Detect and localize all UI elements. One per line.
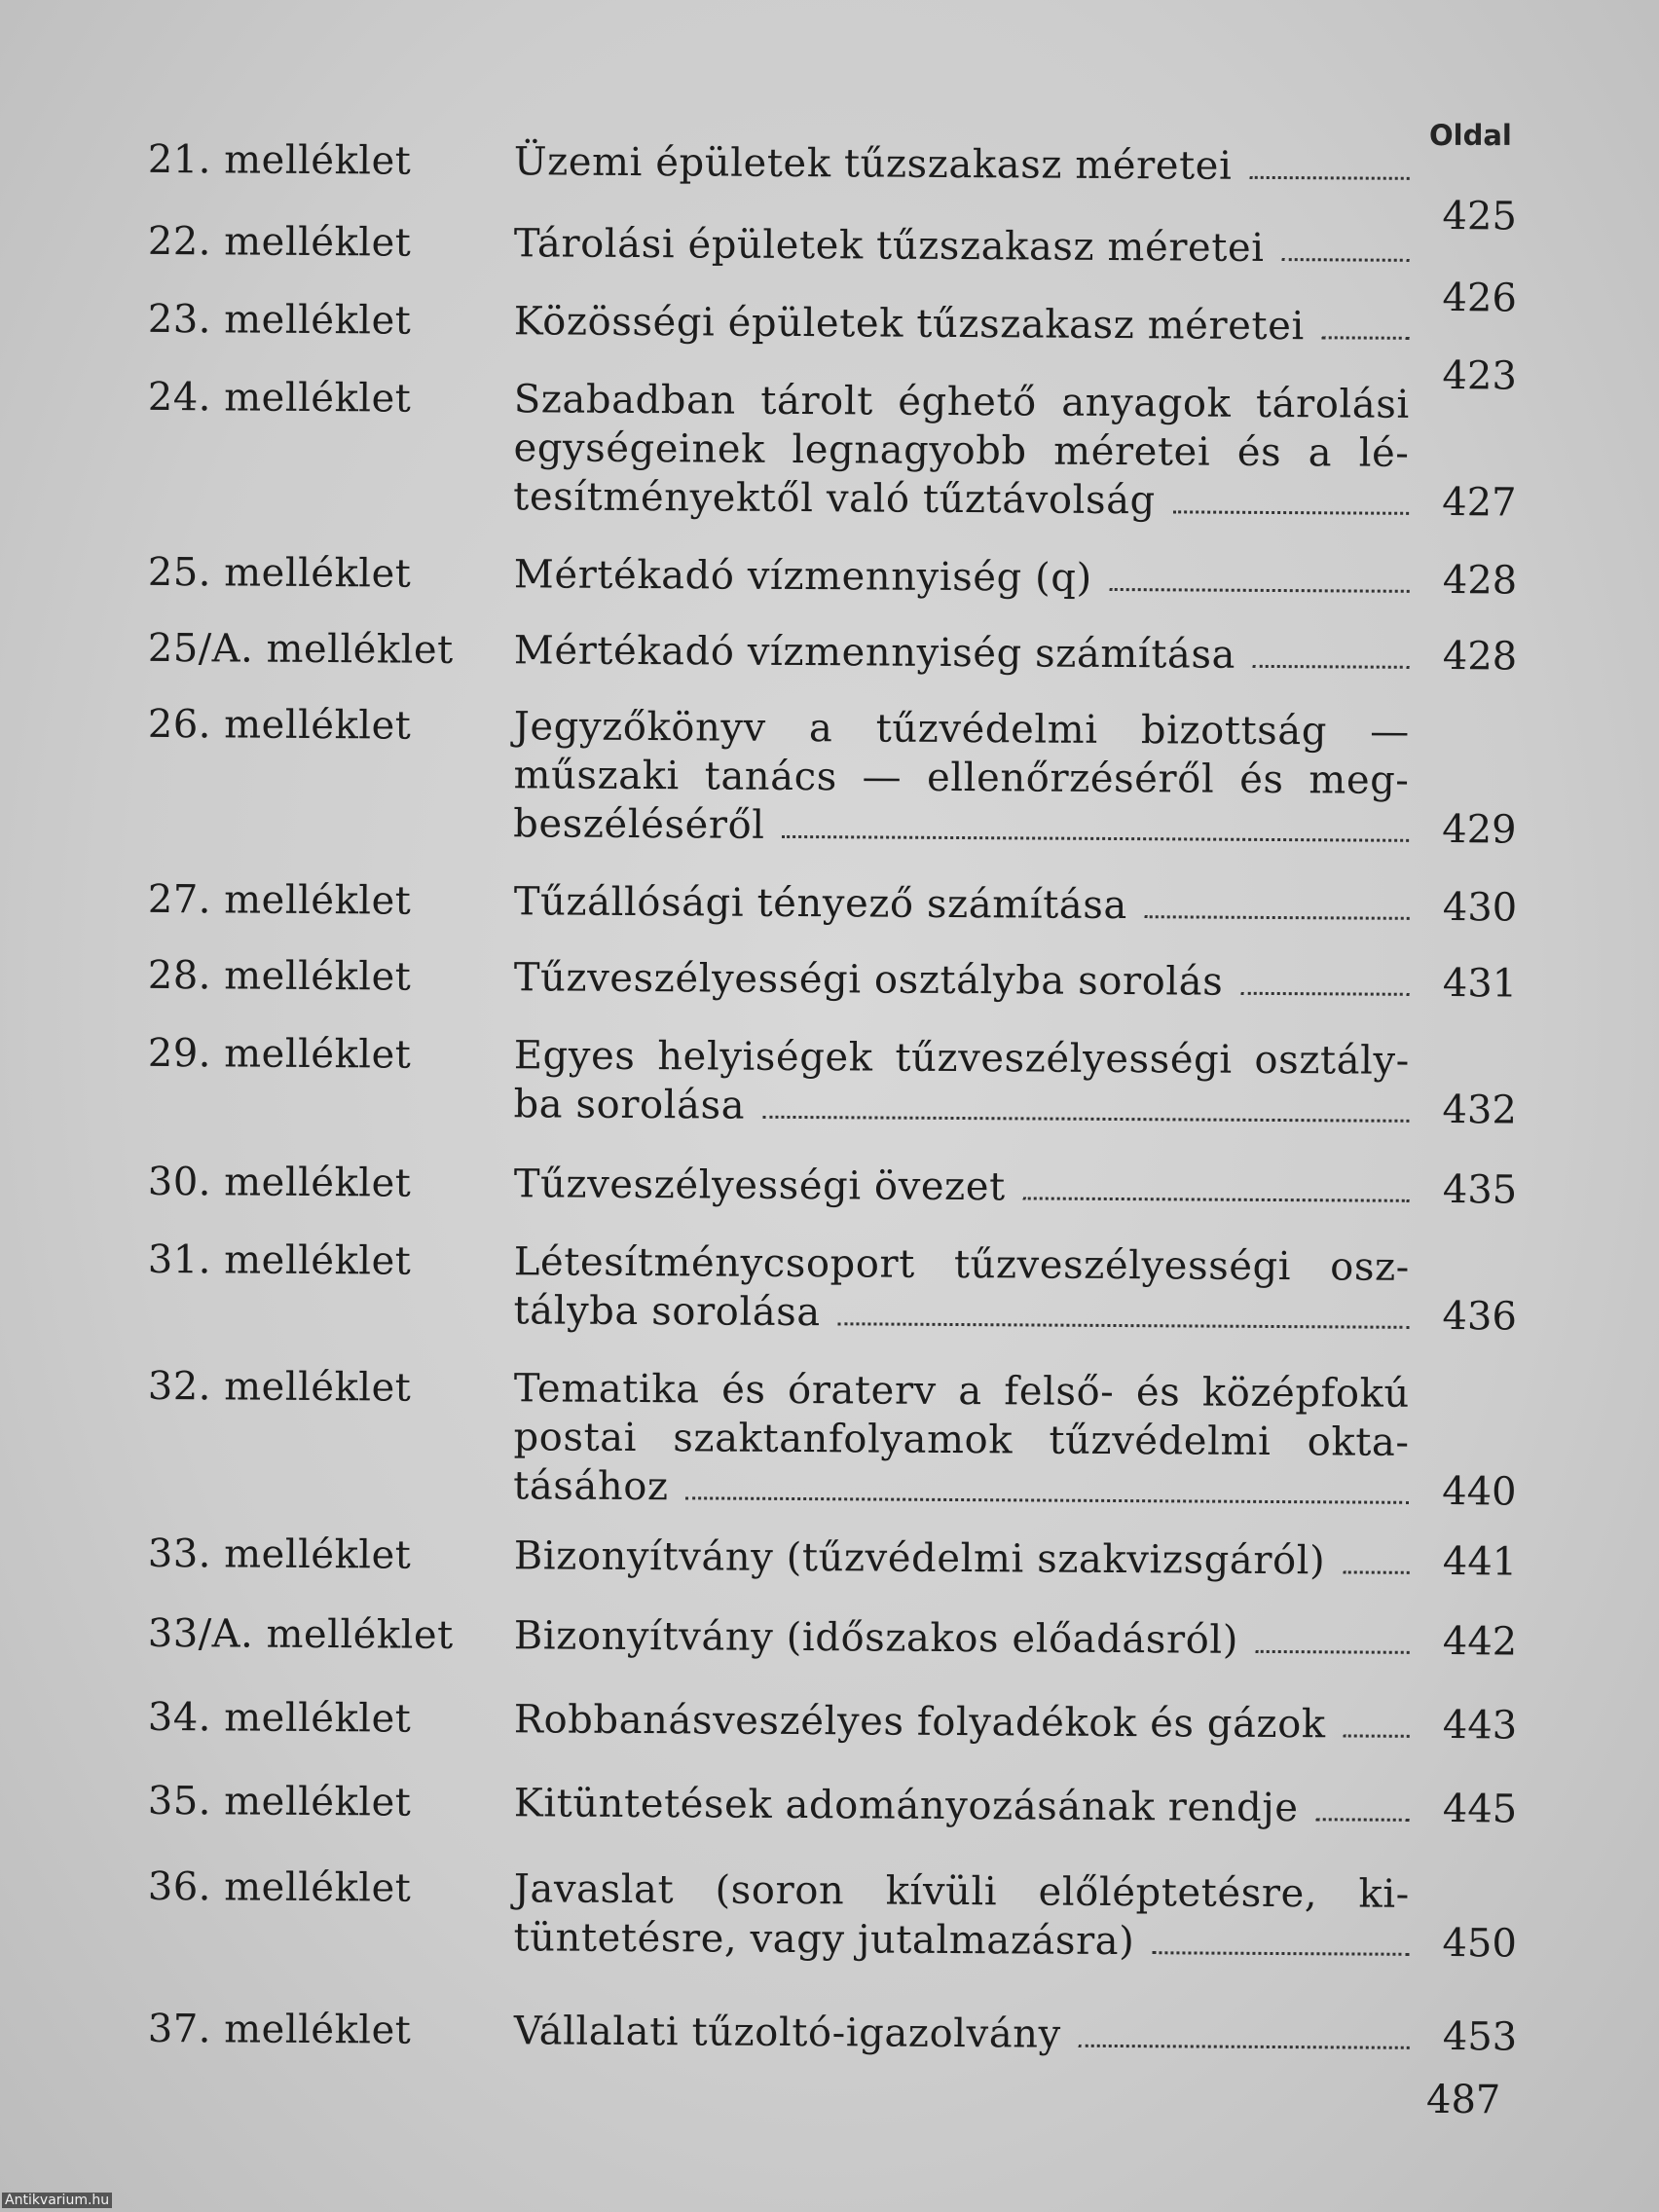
entry-number: 21. melléklet: [147, 136, 412, 184]
entry-title-text: tályba sorolása: [513, 1288, 821, 1336]
entry-title-text: Üzemi épületek tűzszakasz méretei: [513, 139, 1233, 189]
entry-title-text: tesítményektől való tűztávolság: [513, 474, 1156, 524]
entry-title-line: [514, 626, 1410, 681]
entry-title-text: tásához: [513, 1463, 669, 1510]
entry-title-text: műszaki tanács — ellenőrzéséről és meg-: [513, 753, 1410, 803]
entry-title-text: Jegyzőkönyv a tűzvédelmi bizottság —: [513, 704, 1410, 755]
entry-title-line: [514, 1611, 1410, 1666]
toc-entry: [0, 1608, 1659, 1665]
entry-page-number: 428: [1442, 634, 1518, 680]
entry-number: 32. melléklet: [147, 1363, 412, 1411]
entry-title-line: [513, 751, 1409, 805]
entry-number: 31. melléklet: [147, 1236, 412, 1284]
entry-title-text: tüntetésre, vagy jutalmazásra): [513, 1915, 1135, 1965]
toc-entry: [0, 623, 1659, 680]
entry-title: [514, 1611, 1410, 1666]
entry-number: 25. melléklet: [147, 549, 412, 597]
entry-number: 34. melléklet: [147, 1694, 412, 1742]
entry-title-text: postai szaktanfolyamok tűzvédelmi okta-: [513, 1415, 1410, 1465]
entry-title-line: [514, 550, 1410, 605]
entry-page-number: 431: [1442, 961, 1518, 1007]
dot-leader: [1023, 1197, 1410, 1201]
entry-page-number: 443: [1442, 1703, 1518, 1749]
entry-number: 33/A. melléklet: [147, 1610, 454, 1658]
entry-title: [514, 953, 1410, 1008]
dot-leader: [838, 1322, 1410, 1329]
entry-page-number: 441: [1442, 1539, 1518, 1585]
toc-entry: [0, 1862, 1659, 1967]
entry-number: 24. melléklet: [147, 374, 412, 422]
entry-number: 30. melléklet: [147, 1159, 412, 1206]
entry-title-line: [513, 1080, 1409, 1134]
entry-title: [513, 1237, 1410, 1341]
dot-leader: [1079, 2045, 1410, 2049]
entry-title-text: Létesítménycsoport tűzveszélyességi osz-: [513, 1239, 1410, 1290]
entry-title-text: Közösségi épületek tűzszakasz méretei: [513, 299, 1305, 350]
dot-leader: [1316, 1818, 1410, 1822]
page-number: 487: [1426, 2078, 1501, 2122]
entry-title-line: [514, 953, 1410, 1008]
dot-leader: [1282, 258, 1410, 262]
dot-leader: [1343, 1570, 1409, 1573]
entry-number: 23. melléklet: [147, 296, 412, 344]
entry-title-line: [513, 472, 1409, 527]
entry-page-number: 425: [1442, 194, 1518, 240]
entry-title: [513, 1864, 1410, 1968]
entry-title: [514, 1531, 1410, 1586]
dot-leader: [1256, 1650, 1410, 1654]
entry-title-text: Tűzveszélyességi osztályba sorolás: [513, 955, 1224, 1005]
entry-title: [514, 219, 1410, 274]
entry-title-text: Tűzállósági tényező számítása: [513, 879, 1128, 929]
toc-entry: [0, 1235, 1659, 1340]
entry-page-number: 426: [1442, 276, 1518, 321]
entry-title-text: Bizonyítvány (időszakos előadásról): [513, 1613, 1239, 1663]
entry-title: [514, 137, 1410, 192]
entry-title-line: [514, 297, 1410, 351]
entry-title-line: [514, 1864, 1410, 1919]
entry-title: [514, 877, 1410, 932]
entry-title-text: Szabadban tárolt éghető anyagok tárolási: [513, 377, 1410, 427]
entry-title-text: egységeinek legnagyobb méretei és a lé-: [513, 425, 1410, 476]
entry-title-line: [514, 1160, 1410, 1214]
entry-title-text: beszéléséről: [513, 801, 765, 848]
entry-title: [514, 2007, 1410, 2061]
entry-number: 33. melléklet: [147, 1530, 412, 1578]
page-column-label: Oldal: [1429, 119, 1512, 152]
toc-entry: [0, 547, 1659, 604]
entry-title-text: Robbanásveszélyes folyadékok és gázok: [513, 1697, 1326, 1748]
entry-title-line: [513, 1913, 1409, 1968]
entry-page-number: 450: [1442, 1921, 1518, 1967]
entry-title-line: [514, 1031, 1410, 1086]
entry-page-number: 427: [1442, 480, 1517, 526]
toc-entry: [0, 1028, 1659, 1133]
entry-title-line: [514, 1695, 1410, 1750]
entry-title-text: Bizonyítvány (tűzvédelmi szakvizsgáról): [513, 1533, 1326, 1584]
entry-title: [513, 1364, 1410, 1516]
dot-leader: [1110, 588, 1410, 593]
entry-title-line: [513, 424, 1409, 478]
entry-number: 28. melléklet: [147, 952, 412, 1000]
toc-entry: [0, 1776, 1659, 1832]
toc-entry: [0, 1692, 1659, 1749]
entry-title-line: [513, 1286, 1409, 1341]
entry-title-line: [514, 375, 1410, 429]
entry-page-number: 423: [1442, 353, 1518, 399]
entry-page-number: 453: [1442, 2014, 1518, 2060]
dot-leader: [1145, 915, 1410, 920]
entry-title-text: Kitüntetések adományozásának rendje: [513, 1781, 1299, 1831]
entry-page-number: 440: [1442, 1469, 1517, 1515]
entry-number: 35. melléklet: [147, 1778, 412, 1825]
toc-entry: [0, 2004, 1659, 2060]
entry-title: [514, 626, 1410, 681]
entry-number: 36. melléklet: [147, 1863, 412, 1911]
entry-title: [513, 702, 1410, 854]
entry-title-line: [513, 1461, 1409, 1516]
entry-title-line: [514, 702, 1410, 756]
entry-title-line: [514, 877, 1410, 932]
entry-page-number: 432: [1442, 1088, 1518, 1133]
dot-leader: [1173, 510, 1409, 514]
entry-title: [513, 375, 1410, 527]
entry-page-number: 429: [1442, 807, 1517, 853]
entry-title-text: Tűzveszélyességi övezet: [513, 1161, 1006, 1210]
toc-entry: [0, 1529, 1659, 1585]
entry-page-number: 435: [1442, 1167, 1518, 1213]
entry-title: [514, 550, 1410, 605]
entry-title-text: ba sorolása: [513, 1082, 746, 1128]
dot-leader: [1322, 336, 1410, 340]
toc-entry: [0, 1157, 1659, 1213]
entry-page-number: 445: [1442, 1787, 1518, 1832]
entry-title-text: Egyes helyiségek tűzveszélyességi osztály-: [513, 1033, 1410, 1084]
entry-title-text: Mértékadó vízmennyiség számítása: [513, 628, 1236, 678]
entry-page-number: 430: [1442, 885, 1518, 931]
dot-leader: [1152, 1951, 1409, 1956]
entry-page-number: 442: [1442, 1619, 1518, 1665]
entry-page-number: 436: [1442, 1294, 1518, 1340]
dot-leader: [1240, 992, 1409, 996]
entry-number: 22. melléklet: [147, 218, 412, 266]
dot-leader: [1249, 176, 1409, 180]
entry-title-line: [514, 1237, 1410, 1292]
entry-title: [514, 297, 1410, 351]
entry-number: 29. melléklet: [147, 1030, 412, 1078]
dot-leader: [686, 1496, 1410, 1504]
entry-title-text: Vállalati tűzoltó-igazolvány: [513, 2009, 1061, 2057]
dot-leader: [783, 835, 1410, 842]
entry-number: 25/A. melléklet: [147, 625, 454, 673]
dot-leader: [762, 1116, 1409, 1123]
entry-title-text: Tárolási épületek tűzszakasz méretei: [513, 221, 1265, 271]
entry-title-line: [514, 2007, 1410, 2061]
toc-entry: [0, 950, 1659, 1007]
dot-leader: [1253, 665, 1410, 669]
entry-title-line: [514, 1364, 1410, 1419]
entry-title-line: [514, 219, 1410, 274]
entry-title-line: [513, 799, 1409, 854]
entry-number: 37. melléklet: [147, 2006, 412, 2053]
entry-title-text: Javaslat (soron kívüli előléptetésre, ki-: [513, 1866, 1410, 1917]
entry-title: [514, 1160, 1410, 1214]
entry-title-line: [514, 1779, 1410, 1833]
entry-title-text: Tematika és óraterv a felső- és középfokú: [513, 1366, 1410, 1417]
entry-title-line: [514, 1531, 1410, 1586]
entry-title-text: Mértékadó vízmennyiség (q): [513, 552, 1092, 601]
toc-entry: [0, 874, 1659, 931]
entry-title-line: [514, 137, 1410, 192]
entry-title: [514, 1779, 1410, 1833]
dot-leader: [1344, 1734, 1410, 1737]
entry-page-number: 428: [1442, 558, 1518, 604]
entry-title: [513, 1031, 1410, 1134]
entry-number: 26. melléklet: [147, 701, 412, 749]
watermark: Antikvarium.hu: [2, 2193, 112, 2208]
entry-number: 27. melléklet: [147, 876, 412, 924]
entry-title-line: [513, 1413, 1409, 1467]
toc-entry: [0, 699, 1659, 853]
entry-title: [514, 1695, 1410, 1750]
toc-entry: [0, 1361, 1659, 1515]
